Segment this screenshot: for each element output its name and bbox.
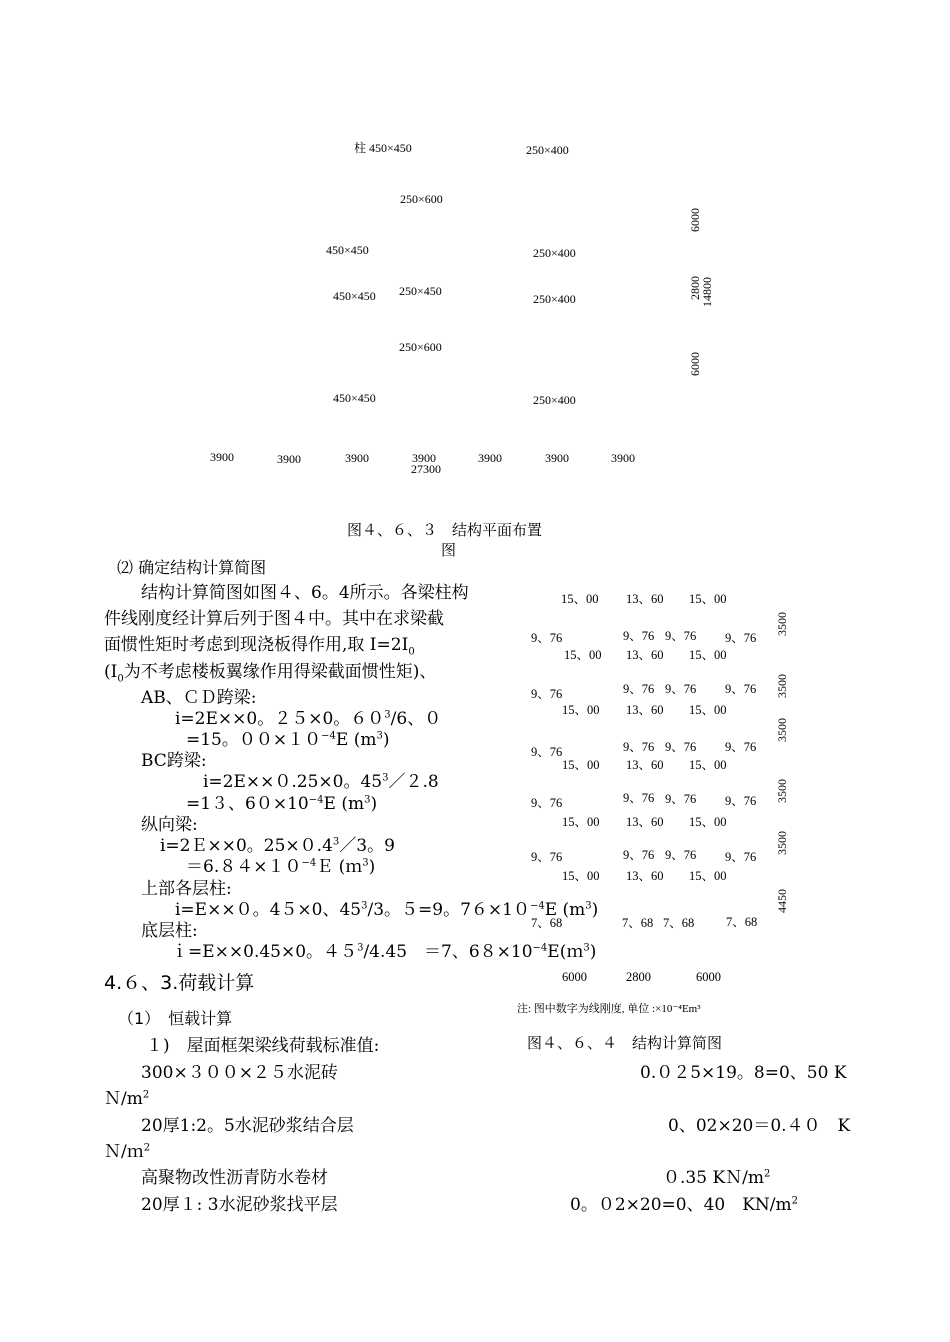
plan-label: 450×450 <box>326 243 369 257</box>
column-stiffness: 9、76 <box>725 682 757 696</box>
bottom-column-stiffness: 7、68 <box>663 916 695 930</box>
column-stiffness: 9、76 <box>725 631 757 645</box>
section-heading: ⑵ 确定结构计算简图 <box>117 558 267 577</box>
sub-heading: BC跨梁: <box>141 751 207 771</box>
beam-stiffness: 15、00 <box>689 592 727 606</box>
column-stiffness: 9、76 <box>623 791 655 805</box>
paragraph-line: 件线刚度经计算后列于图４中。其中在求梁截 <box>104 609 444 629</box>
load-item-value: 0.０２5×19。8=0、50 K <box>640 1063 847 1083</box>
plan-label: 450×450 <box>333 391 376 405</box>
span-dim: 3900 <box>611 451 635 465</box>
load-item-name: 300×３００×２５水泥砖 <box>141 1063 338 1083</box>
plan-label: 250×600 <box>399 340 442 354</box>
load-item-unit: $N/m^2$ <box>104 1089 150 1109</box>
load-item-value: 0、02×20＝0.４０ K <box>668 1116 851 1136</box>
beam-stiffness: 15、00 <box>689 648 727 662</box>
plan-label: 柱 450×450 <box>354 141 412 155</box>
column-stiffness: 9、76 <box>531 687 563 701</box>
column-stiffness: 9、76 <box>531 796 563 810</box>
load-item-value: ０.35 $KN/m^2$ <box>663 1168 771 1188</box>
column-stiffness: 9、76 <box>665 740 697 754</box>
depth-dim: 6000 <box>688 208 702 232</box>
formula: ｉ=E××0.45×0。$45^3/4.45$ ＝7、$68\times 10^{-4}E(m^3)$ <box>171 942 597 962</box>
formula: i=2E××0。２５×0。$60^3/6$、０ <box>175 709 442 729</box>
column-stiffness: 9、76 <box>665 792 697 806</box>
total-depth-dim: 14800 <box>700 277 714 307</box>
column-stiffness: 9、76 <box>665 848 697 862</box>
story-height: 3500 <box>775 831 789 855</box>
plan-label: 250×400 <box>533 292 576 306</box>
plan-label: 450×450 <box>333 289 376 303</box>
column-stiffness: 9、76 <box>623 740 655 754</box>
formula: =15。$00\times 10^{-4}E$ $(m^3)$ <box>186 730 390 750</box>
figure-caption-cont: 图 <box>441 541 457 559</box>
span-dim: 3900 <box>545 451 569 465</box>
paragraph-line: ($I_0$为不考虑楼板翼缘作用得梁截面惯性矩)、 <box>104 662 437 685</box>
column-stiffness: 9、76 <box>623 629 655 643</box>
column-stiffness: 9、76 <box>665 682 697 696</box>
load-item-name: 20厚1:2。5水泥砂浆结合层 <box>141 1116 354 1136</box>
sub-heading: 纵向梁: <box>141 815 198 835</box>
beam-stiffness: 15、00 <box>562 869 600 883</box>
figure-caption: 图４、６、３ 结构平面布置 <box>347 521 543 539</box>
story-height: 3500 <box>775 674 789 698</box>
formula: =1３、$60\times 10^{-4}E$ $(m^3)$ <box>186 794 378 814</box>
plan-label: 250×400 <box>526 143 569 157</box>
span-dim: 3900 <box>478 451 502 465</box>
beam-stiffness: 13、60 <box>626 592 664 606</box>
formula: i=2E××０.25×0。$45^3/2.8$ <box>203 772 439 792</box>
total-span-dim: 27300 <box>411 462 441 476</box>
column-stiffness: 9、76 <box>531 745 563 759</box>
beam-stiffness: 13、60 <box>626 815 664 829</box>
span-dim: 3900 <box>412 451 436 465</box>
span-dim: 3900 <box>210 450 234 464</box>
bottom-column-stiffness: 7、68 <box>622 916 654 930</box>
sub-heading: 底层柱: <box>141 921 198 941</box>
story-height: 3500 <box>775 612 789 636</box>
column-stiffness: 9、76 <box>623 848 655 862</box>
formula: $=6.84\times 10^{-4}E$ (ｍ$^3$) <box>186 857 376 877</box>
depth-dim: 2800 <box>688 276 702 300</box>
column-stiffness: 9、76 <box>725 850 757 864</box>
span-dim: 6000 <box>696 970 721 984</box>
beam-stiffness: 13、60 <box>626 648 664 662</box>
bottom-column-stiffness: 7、68 <box>726 915 758 929</box>
story-height: 3500 <box>775 779 789 803</box>
story-height: 4450 <box>775 889 789 913</box>
depth-dim: 6000 <box>688 352 702 376</box>
beam-stiffness: 13、60 <box>626 758 664 772</box>
plan-label: 250×450 <box>399 284 442 298</box>
formula: i=2Ｅ××0。$25\times 0.4^3/3$。9 <box>160 836 395 856</box>
span-dim: 2800 <box>626 970 651 984</box>
load-item-unit: Ｎ/ｍ$^2$ <box>104 1142 151 1162</box>
beam-stiffness: 15、00 <box>561 592 599 606</box>
span-dim: 3900 <box>345 451 369 465</box>
load-item-value: 0。０2×20=0、40 $KN/m^2$ <box>570 1195 798 1215</box>
beam-stiffness: 15、00 <box>562 703 600 717</box>
plan-label: 250×400 <box>533 246 576 260</box>
span-dim: 3900 <box>277 452 301 466</box>
sub-heading: 上部各层柱: <box>141 879 232 899</box>
figure-note: 注: 图中数字为线刚度, 单位 :×10⁻⁴Em³ <box>517 1003 701 1015</box>
load-item-name: 20厚１: 3水泥砂浆找平层 <box>141 1195 338 1215</box>
column-stiffness: 9、76 <box>531 631 563 645</box>
span-dim: 6000 <box>562 970 587 984</box>
story-height: 3500 <box>775 718 789 742</box>
column-stiffness: 9、76 <box>623 682 655 696</box>
beam-stiffness: 13、60 <box>626 703 664 717</box>
column-stiffness: 9、76 <box>531 850 563 864</box>
section-heading: 4.６、3.荷载计算 <box>104 972 255 994</box>
column-stiffness: 9、76 <box>665 629 697 643</box>
sub-heading: １) 屋面框架梁线荷载标准值: <box>146 1036 380 1056</box>
plan-label: 250×600 <box>400 192 443 206</box>
sub-heading: （1） 恒载计算 <box>118 1009 233 1028</box>
paragraph-line: 结构计算简图如图４、6。4所示。各梁柱构 <box>141 583 469 603</box>
bottom-column-stiffness: 7、68 <box>531 916 563 930</box>
sub-heading: AB、ＣＤ跨梁: <box>141 688 257 708</box>
plan-label: 250×400 <box>533 393 576 407</box>
figure-caption: 图４、６、４ 结构计算简图 <box>527 1034 723 1052</box>
beam-stiffness: 15、00 <box>689 703 727 717</box>
column-stiffness: 9、76 <box>725 740 757 754</box>
column-stiffness: 9、76 <box>725 794 757 808</box>
beam-stiffness: 15、00 <box>562 758 600 772</box>
beam-stiffness: 13、60 <box>626 869 664 883</box>
paragraph-line: 面惯性矩时考虑到现浇板得作用,取 $I=2I_0$ <box>104 635 415 658</box>
beam-stiffness: 15、00 <box>689 869 727 883</box>
formula: i=E××０。4５×0、$45^3/3$。５=9。$76\times 10^{-4}E$ $(m^3)$ <box>175 900 599 920</box>
beam-stiffness: 15、00 <box>689 758 727 772</box>
beam-stiffness: 15、00 <box>562 815 600 829</box>
beam-stiffness: 15、00 <box>564 648 602 662</box>
beam-stiffness: 15、00 <box>689 815 727 829</box>
load-item-name: 高聚物改性沥青防水卷材 <box>141 1168 328 1188</box>
